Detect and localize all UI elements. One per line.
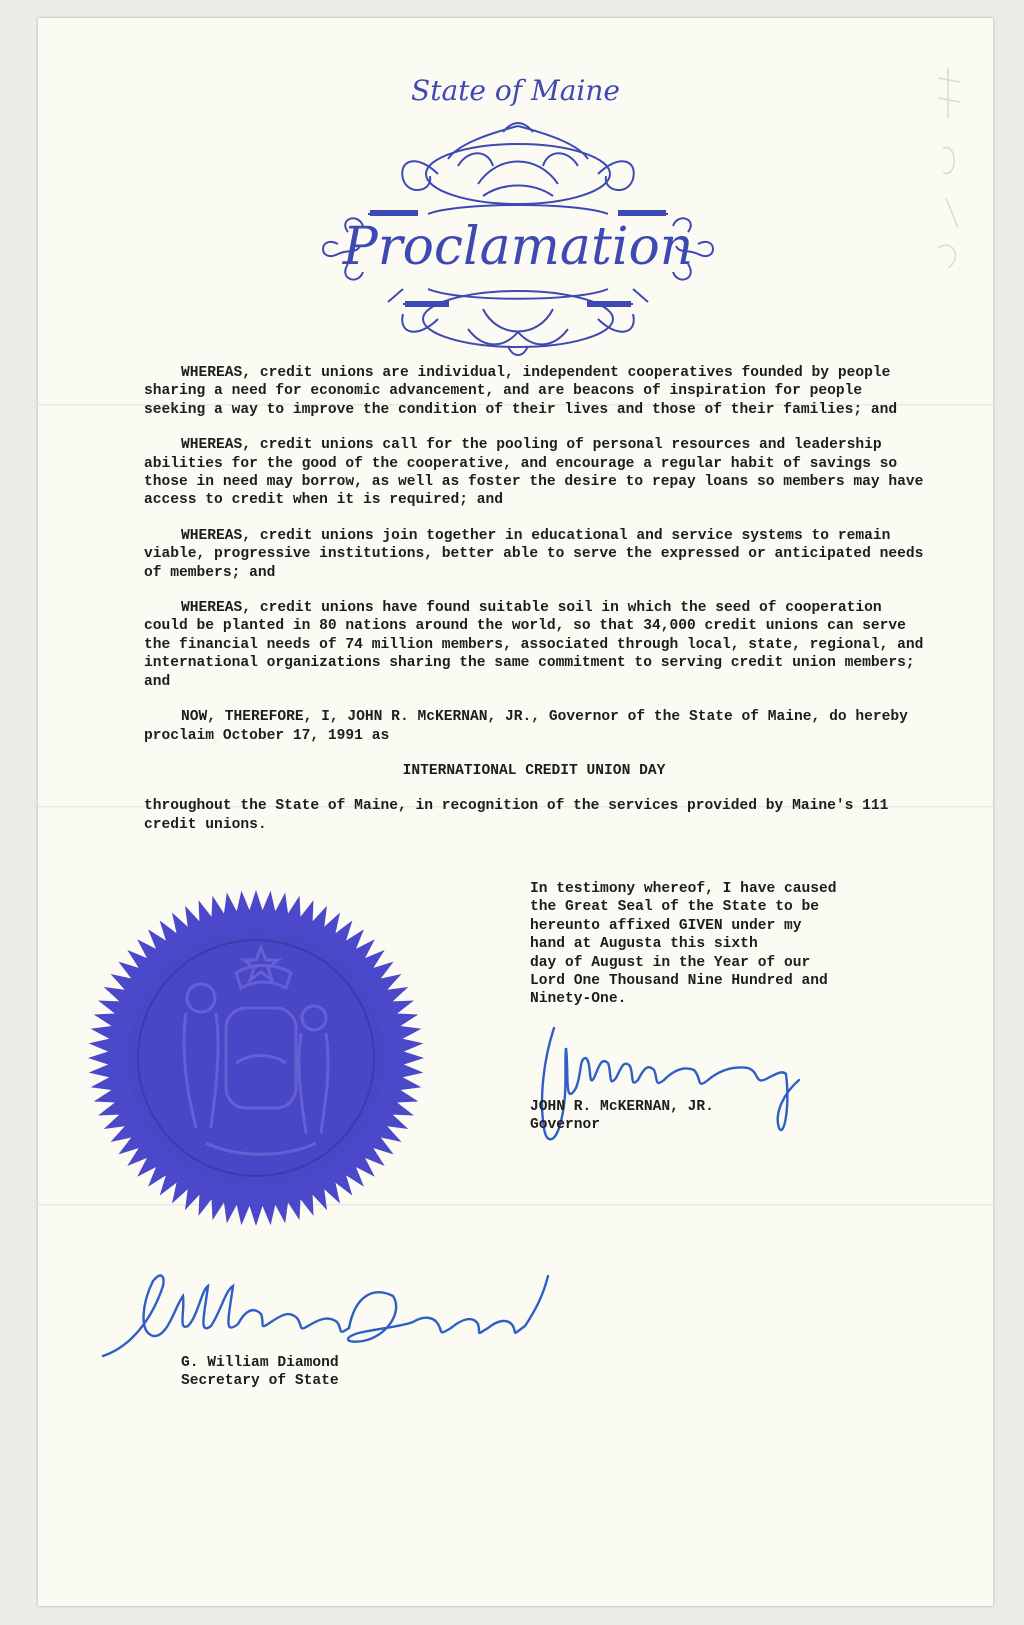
secretary-title: Secretary of State (181, 1373, 339, 1390)
governor-block (530, 1098, 714, 1135)
whereas-paragraph: WHEREAS, credit unions join together in educational and service systems to remain viable, progressive institutions, better able to serve the expressed or anticipated needs of members; and (144, 527, 924, 581)
day-title: INTERNATIONAL CREDIT UNION DAY (402, 762, 666, 779)
whereas-paragraph: WHEREAS, credit unions call for the pooling of personal resources and leadership abilities for the good of the cooperative, and encourage a regular habit of savings so those in need may borrow, as well as foster the desire to repay loans so members may have access to credit when it is required; and (144, 437, 924, 509)
governor-signature (524, 1018, 854, 1168)
state-seal-icon (86, 888, 426, 1228)
proclamation-document (38, 18, 993, 1606)
secretary-signature (93, 1256, 593, 1376)
closing-paragraph: throughout the State of Maine, in recognition of the services provided by Maine's 111 credit unions. (144, 798, 889, 833)
proclaim-paragraph: NOW, THEREFORE, I, JOHN R. McKERNAN, JR., Governor of the State of Maine, do hereby proclaim October 17, 1991 as (144, 709, 908, 744)
crest-title: Proclamation (342, 217, 694, 277)
proclamation-crest-icon (308, 114, 728, 364)
governor-name: JOHN R. McKERNAN, JR. (530, 1099, 714, 1115)
whereas-paragraph: WHEREAS, credit unions are individual, independent cooperatives founded by people sharing a need for economic advancement, and are beacons of inspiration for people seeking a way to improve the condition of their lives and those of their families; and (144, 365, 898, 418)
proclamation-body (144, 364, 924, 851)
secretary-name: G. William Diamond (181, 1355, 339, 1371)
testimony-text: In testimony whereof, I have caused the Great Seal of the State to be hereunto affixed GIVEN under my hand at Augusta this sixth day of August in the Year of our Lord One Thousand Nine Hundred and Ninety-One. (530, 881, 837, 1008)
secretary-block (181, 1354, 339, 1391)
pencil-notation (908, 58, 988, 288)
state-title: State of Maine (411, 74, 620, 107)
whereas-paragraph: WHEREAS, credit unions have found suitable soil in which the seed of cooperation could be planted in 80 nations around the world, so that 34,000 credit unions can serve the financial needs of 74 million members, associated through local, state, regional, and international organizations sharing the same commitment to serving credit union members; and (144, 600, 924, 690)
governor-title: Governor (530, 1117, 601, 1134)
